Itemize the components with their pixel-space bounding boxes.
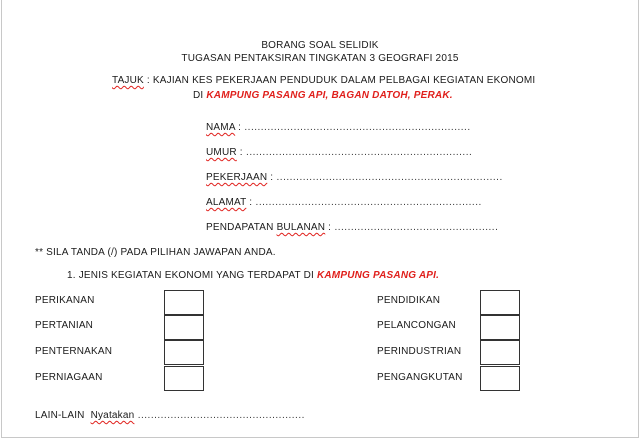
- field-label: PENDAPATAN: [206, 222, 274, 233]
- option-label-penternakan: PENTERNAKAN: [35, 346, 113, 357]
- option-label-perniagaan: PERNIAGAAN: [35, 372, 103, 383]
- field-alamat[interactable]: [206, 197, 482, 208]
- option-label-perikanan: PERIKANAN: [35, 295, 95, 306]
- field-dots: .....................................................................: [242, 147, 473, 158]
- checkbox-pendidikan[interactable]: [480, 290, 520, 315]
- tajuk-text: KAJIAN KES PEKERJAAN PENDUDUK DALAM PELBAGAI KEGIATAN EKONOMI: [152, 75, 536, 86]
- field-dots: ..................................................: [331, 222, 499, 233]
- field-dots: .....................................................................: [241, 122, 471, 133]
- field-label-2: BULANAN: [276, 222, 326, 233]
- lain-lain-field[interactable]: [35, 410, 305, 421]
- tajuk-label: TAJUK: [112, 75, 144, 86]
- field-dots: .....................................................................: [273, 172, 503, 183]
- tajuk-sep: :: [143, 75, 153, 86]
- question-1-text: 1. JENIS KEGIATAN EKONOMI YANG TERDAPAT DI: [67, 270, 317, 281]
- checkbox-perniagaan[interactable]: [164, 366, 204, 391]
- field-sep: :: [246, 197, 253, 208]
- field-label: PEKERJAAN: [206, 172, 268, 183]
- field-sep: :: [236, 147, 243, 158]
- option-label-pertanian: PERTANIAN: [35, 320, 94, 331]
- tajuk-line-2: [193, 90, 453, 101]
- option-label-pelancongan: PELANCONGAN: [377, 320, 456, 331]
- option-label-pendidikan: PENDIDIKAN: [377, 295, 441, 306]
- nyatakan-label: Nyatakan: [90, 410, 135, 421]
- document-page: [1, 0, 639, 438]
- field-sep: :: [235, 122, 242, 133]
- field-nama[interactable]: [206, 122, 471, 133]
- question-1-location: KAMPUNG PASANG API.: [316, 270, 440, 281]
- option-label-perindustrian: PERINDUSTRIAN: [377, 346, 462, 357]
- field-label: ALAMAT: [206, 197, 247, 208]
- checkbox-perikanan[interactable]: [164, 290, 204, 315]
- checkbox-perindustrian[interactable]: [480, 340, 520, 365]
- checkbox-pengangkutan[interactable]: [480, 366, 520, 391]
- field-pekerjaan[interactable]: [206, 172, 503, 183]
- tajuk-prefix: DI: [193, 90, 207, 101]
- tajuk-location: KAMPUNG PASANG API, BAGAN DATOH, PERAK.: [206, 90, 453, 101]
- option-label-pengangkutan: PENGANGKUTAN: [377, 372, 463, 383]
- checkbox-pelancongan[interactable]: [480, 315, 520, 340]
- lain-lain-label: LAIN-LAIN: [35, 410, 85, 421]
- field-sep: :: [267, 172, 274, 183]
- checkbox-penternakan[interactable]: [164, 340, 204, 365]
- checkbox-pertanian[interactable]: [164, 315, 204, 340]
- question-1: [67, 270, 439, 281]
- form-title: BORANG SOAL SELIDIK: [261, 40, 379, 51]
- tajuk-line-1: [112, 75, 535, 86]
- lain-lain-dots: ...................................................: [134, 410, 305, 421]
- instruction-text: ** SILA TANDA (/) PADA PILIHAN JAWAPAN ANDA.: [35, 247, 276, 258]
- form-subtitle: TUGASAN PENTAKSIRAN TINGKATAN 3 GEOGRAFI 2015: [181, 53, 459, 64]
- field-label: NAMA: [206, 122, 236, 133]
- field-sep: :: [325, 222, 332, 233]
- field-pendapatan-bulanan[interactable]: [206, 222, 498, 233]
- field-dots: .....................................................................: [252, 197, 482, 208]
- field-umur[interactable]: [206, 147, 472, 158]
- field-label: UMUR: [206, 147, 237, 158]
